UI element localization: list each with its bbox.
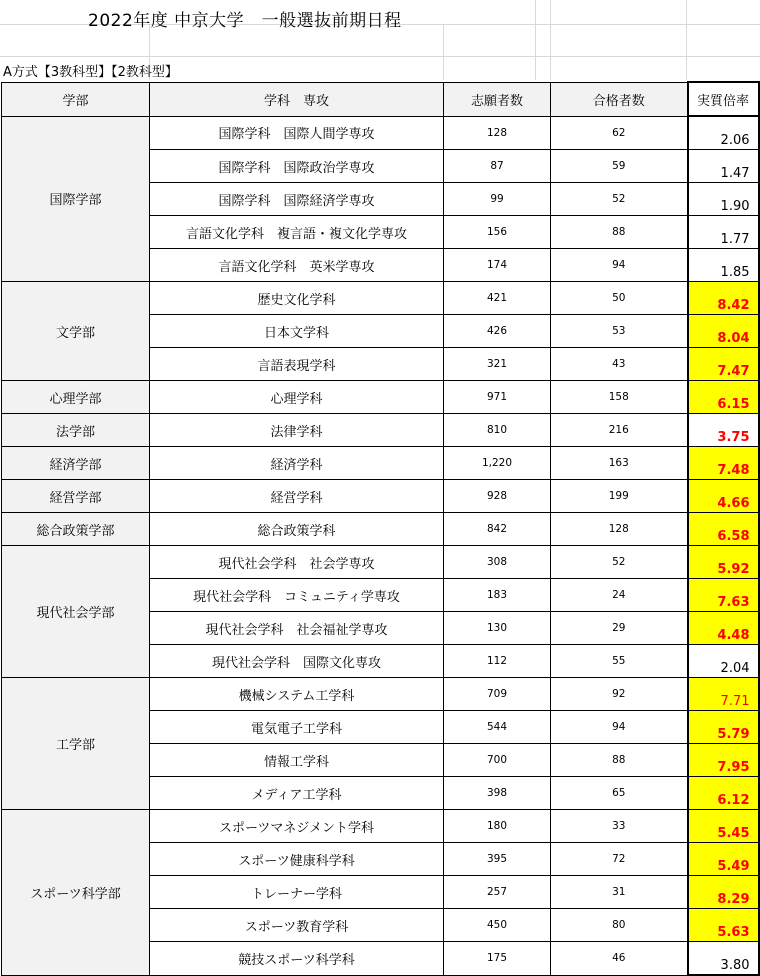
department-cell[interactable]: 国際学科 国際政治学専攻 <box>150 150 444 183</box>
department-cell[interactable]: 日本文学科 <box>150 315 444 348</box>
passers-cell[interactable]: 65 <box>551 777 688 810</box>
department-cell[interactable]: 競技スポーツ科学科 <box>150 942 444 976</box>
rate-cell[interactable]: 8.29 <box>688 876 759 909</box>
rate-cell[interactable]: 8.42 <box>688 282 759 315</box>
department-cell[interactable]: トレーナー学科 <box>150 876 444 909</box>
applicants-cell[interactable]: 112 <box>444 645 551 678</box>
department-cell[interactable]: 法律学科 <box>150 414 444 447</box>
applicants-cell[interactable]: 700 <box>444 744 551 777</box>
passers-cell[interactable]: 88 <box>551 744 688 777</box>
rate-cell[interactable]: 8.04 <box>688 315 759 348</box>
rate-cell[interactable]: 7.48 <box>688 447 759 480</box>
applicants-cell[interactable]: 426 <box>444 315 551 348</box>
rate-cell[interactable]: 2.04 <box>688 645 759 678</box>
department-cell[interactable]: 現代社会学科 国際文化専攻 <box>150 645 444 678</box>
applicants-cell[interactable]: 544 <box>444 711 551 744</box>
admissions-table <box>1 81 760 976</box>
sheet-title: 2022年度 中京大学 一般選抜前期日程 <box>88 11 402 31</box>
rate-cell[interactable]: 5.92 <box>688 546 759 579</box>
passers-cell[interactable]: 55 <box>551 645 688 678</box>
department-cell[interactable]: スポーツマネジメント学科 <box>150 810 444 843</box>
faculty-cell[interactable]: 文学部 <box>2 282 150 381</box>
passers-cell[interactable]: 52 <box>551 546 688 579</box>
passers-cell[interactable]: 94 <box>551 711 688 744</box>
department-cell[interactable]: 言語文化学科 複言語・複文化学専攻 <box>150 216 444 249</box>
table-row <box>2 810 759 843</box>
passers-cell[interactable]: 88 <box>551 216 688 249</box>
applicants-cell[interactable]: 308 <box>444 546 551 579</box>
table-row <box>2 116 759 150</box>
applicants-cell[interactable]: 398 <box>444 777 551 810</box>
table-row <box>2 282 759 315</box>
applicants-cell[interactable]: 928 <box>444 480 551 513</box>
faculty-cell[interactable]: 工学部 <box>2 678 150 810</box>
faculty-cell[interactable]: 法学部 <box>2 414 150 447</box>
passers-cell[interactable]: 80 <box>551 909 688 942</box>
table-row <box>2 513 759 546</box>
rate-cell[interactable]: 7.47 <box>688 348 759 381</box>
applicants-cell[interactable]: 842 <box>444 513 551 546</box>
department-cell[interactable]: メディア工学科 <box>150 777 444 810</box>
passers-cell[interactable]: 92 <box>551 678 688 711</box>
rate-cell[interactable]: 3.75 <box>688 414 759 447</box>
passers-cell[interactable]: 216 <box>551 414 688 447</box>
applicants-cell[interactable]: 257 <box>444 876 551 909</box>
department-cell[interactable]: 言語文化学科 英米学専攻 <box>150 249 444 282</box>
faculty-cell[interactable]: 経済学部 <box>2 447 150 480</box>
applicants-cell[interactable]: 421 <box>444 282 551 315</box>
department-cell[interactable]: 心理学科 <box>150 381 444 414</box>
rate-cell[interactable]: 5.49 <box>688 843 759 876</box>
department-cell[interactable]: スポーツ健康科学科 <box>150 843 444 876</box>
applicants-cell[interactable]: 321 <box>444 348 551 381</box>
header-faculty[interactable]: 学部 <box>2 82 150 116</box>
applicants-cell[interactable]: 130 <box>444 612 551 645</box>
rate-cell[interactable]: 6.15 <box>688 381 759 414</box>
table-row <box>2 447 759 480</box>
department-cell[interactable]: 機械システム工学科 <box>150 678 444 711</box>
department-cell[interactable]: 経営学科 <box>150 480 444 513</box>
rate-cell[interactable]: 3.80 <box>688 942 759 976</box>
department-cell[interactable]: 国際学科 国際経済学専攻 <box>150 183 444 216</box>
passers-cell[interactable]: 46 <box>551 942 688 976</box>
passers-cell[interactable]: 72 <box>551 843 688 876</box>
passers-cell[interactable]: 53 <box>551 315 688 348</box>
applicants-cell[interactable]: 156 <box>444 216 551 249</box>
applicants-cell[interactable]: 128 <box>444 116 551 150</box>
header-passers[interactable]: 合格者数 <box>551 82 688 116</box>
rate-cell[interactable]: 2.06 <box>688 116 759 150</box>
faculty-cell[interactable]: スポーツ科学部 <box>2 810 150 976</box>
passers-cell[interactable]: 29 <box>551 612 688 645</box>
applicants-cell[interactable]: 1,220 <box>444 447 551 480</box>
rate-cell[interactable]: 5.63 <box>688 909 759 942</box>
table-row <box>2 480 759 513</box>
rate-cell[interactable]: 1.85 <box>688 249 759 282</box>
applicants-cell[interactable]: 971 <box>444 381 551 414</box>
passers-cell[interactable]: 62 <box>551 116 688 150</box>
passers-cell[interactable]: 50 <box>551 282 688 315</box>
table-body <box>2 116 759 975</box>
header-row <box>2 82 759 116</box>
department-cell[interactable]: 電気電子工学科 <box>150 711 444 744</box>
sheet-subtitle: A方式【3教科型】【2教科型】 <box>3 65 178 80</box>
table-row <box>2 381 759 414</box>
faculty-cell[interactable]: 総合政策学部 <box>2 513 150 546</box>
passers-cell[interactable]: 128 <box>551 513 688 546</box>
applicants-cell[interactable]: 99 <box>444 183 551 216</box>
applicants-cell[interactable]: 180 <box>444 810 551 843</box>
table-row <box>2 678 759 711</box>
applicants-cell[interactable]: 183 <box>444 579 551 612</box>
passers-cell[interactable]: 158 <box>551 381 688 414</box>
rate-cell[interactable]: 5.45 <box>688 810 759 843</box>
passers-cell[interactable]: 24 <box>551 579 688 612</box>
faculty-cell[interactable]: 経営学部 <box>2 480 150 513</box>
applicants-cell[interactable]: 175 <box>444 942 551 976</box>
faculty-cell[interactable]: 心理学部 <box>2 381 150 414</box>
rate-cell[interactable]: 1.77 <box>688 216 759 249</box>
applicants-cell[interactable]: 810 <box>444 414 551 447</box>
rate-cell[interactable]: 6.58 <box>688 513 759 546</box>
rate-cell[interactable]: 1.47 <box>688 150 759 183</box>
table-row <box>2 546 759 579</box>
header-rate[interactable]: 実質倍率 <box>688 82 759 116</box>
department-cell[interactable]: 情報工学科 <box>150 744 444 777</box>
passers-cell[interactable]: 43 <box>551 348 688 381</box>
rate-cell[interactable]: 7.95 <box>688 744 759 777</box>
header-department[interactable]: 学科 専攻 <box>150 82 444 116</box>
passers-cell[interactable]: 33 <box>551 810 688 843</box>
rate-cell[interactable]: 4.66 <box>688 480 759 513</box>
passers-cell[interactable]: 52 <box>551 183 688 216</box>
department-cell[interactable]: スポーツ教育学科 <box>150 909 444 942</box>
applicants-cell[interactable]: 174 <box>444 249 551 282</box>
rate-cell[interactable]: 7.71 <box>688 678 759 711</box>
applicants-cell[interactable]: 87 <box>444 150 551 183</box>
applicants-cell[interactable]: 395 <box>444 843 551 876</box>
department-cell[interactable]: 歴史文化学科 <box>150 282 444 315</box>
applicants-cell[interactable]: 450 <box>444 909 551 942</box>
passers-cell[interactable]: 94 <box>551 249 688 282</box>
passers-cell[interactable]: 31 <box>551 876 688 909</box>
rate-cell[interactable]: 4.48 <box>688 612 759 645</box>
rate-cell[interactable]: 6.12 <box>688 777 759 810</box>
department-cell[interactable]: 現代社会学科 社会学専攻 <box>150 546 444 579</box>
passers-cell[interactable]: 59 <box>551 150 688 183</box>
rate-cell[interactable]: 5.79 <box>688 711 759 744</box>
department-cell[interactable]: 国際学科 国際人間学専攻 <box>150 116 444 150</box>
faculty-cell[interactable]: 国際学部 <box>2 116 150 282</box>
applicants-cell[interactable]: 709 <box>444 678 551 711</box>
passers-cell[interactable]: 163 <box>551 447 688 480</box>
faculty-cell[interactable]: 現代社会学部 <box>2 546 150 678</box>
department-cell[interactable]: 現代社会学科 社会福祉学専攻 <box>150 612 444 645</box>
rate-cell[interactable]: 7.63 <box>688 579 759 612</box>
passers-cell[interactable]: 199 <box>551 480 688 513</box>
department-cell[interactable]: 現代社会学科 コミュニティ学専攻 <box>150 579 444 612</box>
header-applicants[interactable]: 志願者数 <box>444 82 551 116</box>
rate-cell[interactable]: 1.90 <box>688 183 759 216</box>
table-row <box>2 414 759 447</box>
department-cell[interactable]: 総合政策学科 <box>150 513 444 546</box>
department-cell[interactable]: 経済学科 <box>150 447 444 480</box>
department-cell[interactable]: 言語表現学科 <box>150 348 444 381</box>
